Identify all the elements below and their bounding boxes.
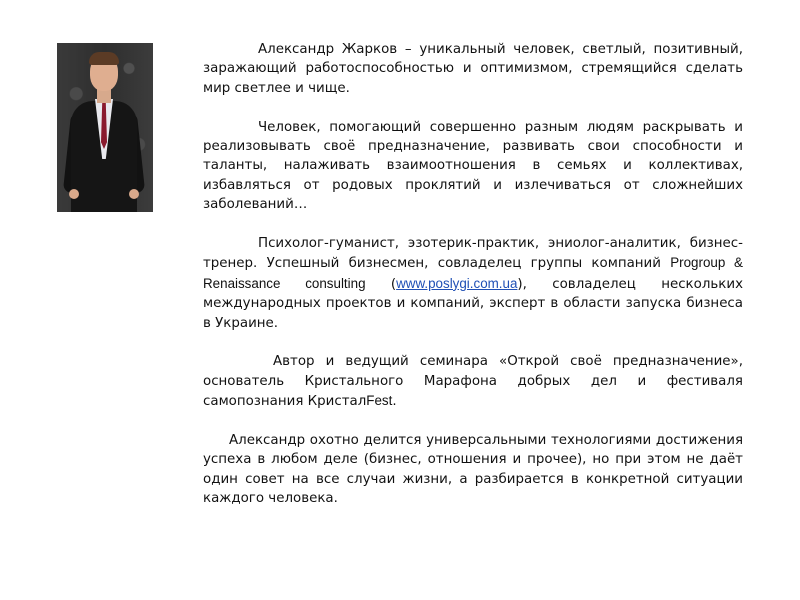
photo-right-hand [129, 189, 139, 199]
profession-text: Психолог-гуманист, эзотерик-практик, эниолог-аналитик, бизнес-тренер. Успешный бизнесмен, совладелец группы компаний [203, 236, 743, 272]
profession-text-end: ), совладелец нескольких международных проектов и компаний, эксперт в области запуска бизнеса в Украине. [203, 276, 744, 331]
author-text-end: . [392, 394, 397, 410]
photo-hair [89, 52, 119, 65]
paragraph-author [203, 352, 743, 411]
company-name: Progroup & Renaissance consulting [203, 255, 743, 291]
website-link[interactable]: www.poslygi.com.ua [396, 275, 518, 291]
paragraph-profession [203, 234, 743, 333]
paragraph-approach: Александр охотно делится универсальными технологиями достижения успеха в любом деле (бизнес, отношения и прочее), но при этом не даёт один совет на все случаи жизни, а разбирается в конкретной ситуации каждого человека. [203, 433, 743, 507]
open-paren: ( [365, 276, 397, 292]
paragraph-helper: Человек, помогающий совершенно разным людям раскрывать и реализовывать своё предназначение, развивать свои способности и таланты, налаживать взаимоотношения в семьях и коллективах, избавляться от родовых проклятий и излечиваться от сложнейших заболеваний… [203, 119, 743, 213]
portrait-photo [57, 43, 153, 212]
photo-left-hand [69, 189, 79, 199]
fest-word: Fest [366, 393, 393, 409]
author-text: Автор и ведущий семинара «Открой своё предназначение», основатель Кристального Марафона добрых дел и фестиваля самопознания Кристал [203, 354, 743, 410]
paragraph-intro: Александр Жарков – уникальный человек, светлый, позитивный, заражающий работоспособностью и оптимизмом, стремящийся сделать мир светлее и чище. [203, 42, 743, 96]
biography-text [203, 40, 743, 528]
